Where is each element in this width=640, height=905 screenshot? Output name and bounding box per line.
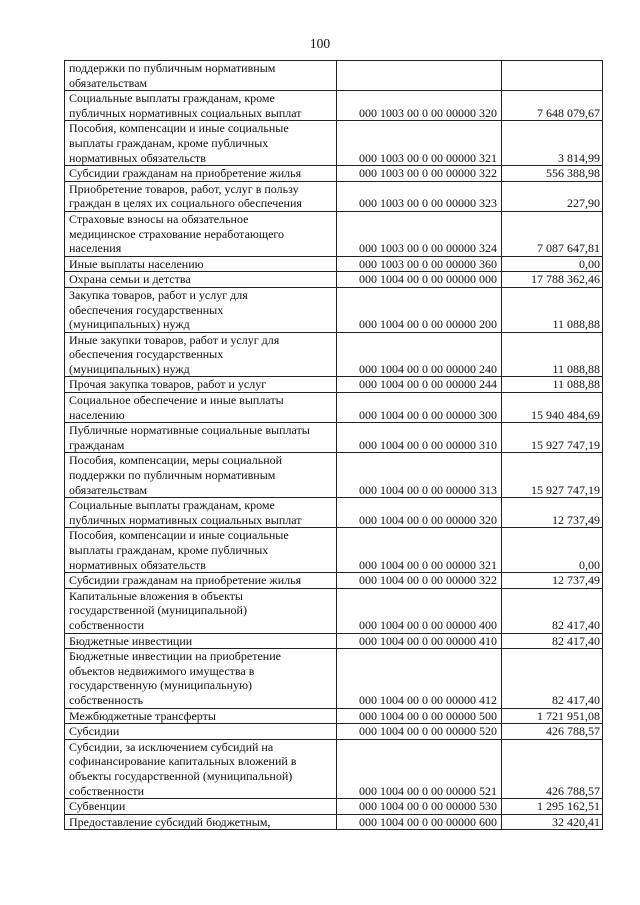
row-name-cell: Бюджетные инвестиции на приобретение объектов недвижимого имущества в государственную (муниципальную) собственность xyxy=(65,649,337,708)
row-code-cell: 000 1003 00 0 00 00000 323 xyxy=(337,181,502,211)
row-amount-cell: 426 788,57 xyxy=(502,739,603,798)
row-amount-cell: 227,90 xyxy=(502,181,603,211)
row-name-cell: Иные выплаты населению xyxy=(65,256,337,272)
row-amount-cell: 12 737,49 xyxy=(502,573,603,589)
row-code-cell: 000 1004 00 0 00 00000 244 xyxy=(337,377,502,393)
row-name-cell: Субсидии, за исключением субсидий на софинансирование капитальных вложений в объекты государственной (муниципальной) собственности xyxy=(65,739,337,798)
row-name-cell: Охрана семьи и детства xyxy=(65,272,337,288)
row-code-cell: 000 1003 00 0 00 00000 322 xyxy=(337,166,502,182)
row-amount-cell: 15 927 747,19 xyxy=(502,453,603,498)
row-amount-cell: 11 088,88 xyxy=(502,287,603,332)
row-name-cell: Иные закупки товаров, работ и услуг для обеспечения государственных (муниципальных) нужд xyxy=(65,332,337,377)
row-name-cell: Предоставление субсидий бюджетным, xyxy=(65,814,337,830)
row-code-cell: 000 1004 00 0 00 00000 400 xyxy=(337,588,502,633)
table-row xyxy=(65,393,603,423)
table-row xyxy=(65,708,603,724)
row-amount-cell: 15 940 484,69 xyxy=(502,393,603,423)
row-code-cell: 000 1004 00 0 00 00000 410 xyxy=(337,633,502,649)
row-code-cell: 000 1004 00 0 00 00000 521 xyxy=(337,739,502,798)
row-code-cell: 000 1004 00 0 00 00000 600 xyxy=(337,814,502,830)
row-code-cell: 000 1004 00 0 00 00000 310 xyxy=(337,423,502,453)
budget-table-body xyxy=(65,61,603,830)
row-amount-cell: 1 295 162,51 xyxy=(502,799,603,815)
row-code-cell: 000 1004 00 0 00 00000 320 xyxy=(337,498,502,528)
row-amount-cell: 0,00 xyxy=(502,256,603,272)
row-name-cell: Социальные выплаты гражданам, кроме публичных нормативных социальных выплат xyxy=(65,498,337,528)
row-name-cell: Прочая закупка товаров, работ и услуг xyxy=(65,377,337,393)
row-name-cell: Страховые взносы на обязательное медицинское страхование неработающего населения xyxy=(65,211,337,256)
row-code-cell: 000 1003 00 0 00 00000 320 xyxy=(337,91,502,121)
row-name-cell: Межбюджетные трансферты xyxy=(65,708,337,724)
table-row xyxy=(65,498,603,528)
row-amount-cell: 3 814,99 xyxy=(502,121,603,166)
table-row xyxy=(65,423,603,453)
row-code-cell: 000 1004 00 0 00 00000 500 xyxy=(337,708,502,724)
table-row xyxy=(65,814,603,830)
table-row xyxy=(65,799,603,815)
row-code-cell: 000 1004 00 0 00 00000 322 xyxy=(337,573,502,589)
row-name-cell: Субсидии гражданам на приобретение жилья xyxy=(65,166,337,182)
row-amount-cell: 426 788,57 xyxy=(502,724,603,740)
row-code-cell xyxy=(337,61,502,91)
row-amount-cell: 32 420,41 xyxy=(502,814,603,830)
row-amount-cell xyxy=(502,61,603,91)
table-row xyxy=(65,272,603,288)
budget-table xyxy=(64,60,603,830)
table-row xyxy=(65,61,603,91)
row-amount-cell: 556 388,98 xyxy=(502,166,603,182)
table-row xyxy=(65,181,603,211)
row-amount-cell: 82 417,40 xyxy=(502,649,603,708)
row-name-cell: Приобретение товаров, работ, услуг в пользу граждан в целях их социального обеспечения xyxy=(65,181,337,211)
row-code-cell: 000 1004 00 0 00 00000 240 xyxy=(337,332,502,377)
row-code-cell: 000 1003 00 0 00 00000 321 xyxy=(337,121,502,166)
row-amount-cell: 12 737,49 xyxy=(502,498,603,528)
row-name-cell: Субвенции xyxy=(65,799,337,815)
row-amount-cell: 15 927 747,19 xyxy=(502,423,603,453)
row-amount-cell: 7 648 079,67 xyxy=(502,91,603,121)
row-code-cell: 000 1004 00 0 00 00000 412 xyxy=(337,649,502,708)
table-row xyxy=(65,633,603,649)
row-code-cell: 000 1004 00 0 00 00000 300 xyxy=(337,393,502,423)
row-amount-cell: 17 788 362,46 xyxy=(502,272,603,288)
row-amount-cell: 7 087 647,81 xyxy=(502,211,603,256)
table-row xyxy=(65,528,603,573)
table-row xyxy=(65,121,603,166)
table-row xyxy=(65,256,603,272)
table-row xyxy=(65,649,603,708)
table-row xyxy=(65,211,603,256)
table-row xyxy=(65,588,603,633)
table-row xyxy=(65,739,603,798)
row-amount-cell: 82 417,40 xyxy=(502,588,603,633)
row-code-cell: 000 1003 00 0 00 00000 324 xyxy=(337,211,502,256)
row-name-cell: Публичные нормативные социальные выплаты гражданам xyxy=(65,423,337,453)
table-row xyxy=(65,377,603,393)
row-name-cell: Пособия, компенсации, меры социальной поддержки по публичным нормативным обязательствам xyxy=(65,453,337,498)
row-code-cell: 000 1004 00 0 00 00000 000 xyxy=(337,272,502,288)
table-row xyxy=(65,332,603,377)
row-name-cell: Социальные выплаты гражданам, кроме публичных нормативных социальных выплат xyxy=(65,91,337,121)
table-row xyxy=(65,573,603,589)
table-row xyxy=(65,166,603,182)
row-amount-cell: 1 721 951,08 xyxy=(502,708,603,724)
row-code-cell: 000 1004 00 0 00 00000 313 xyxy=(337,453,502,498)
table-row xyxy=(65,453,603,498)
row-amount-cell: 11 088,88 xyxy=(502,377,603,393)
row-amount-cell: 11 088,88 xyxy=(502,332,603,377)
row-name-cell: Субсидии xyxy=(65,724,337,740)
page-number: 100 xyxy=(309,36,331,51)
row-amount-cell: 82 417,40 xyxy=(502,633,603,649)
table-row xyxy=(65,287,603,332)
row-code-cell: 000 1003 00 0 00 00000 360 xyxy=(337,256,502,272)
row-name-cell: Закупка товаров, работ и услуг для обеспечения государственных (муниципальных) нужд xyxy=(65,287,337,332)
table-row xyxy=(65,91,603,121)
row-code-cell: 000 1004 00 0 00 00000 520 xyxy=(337,724,502,740)
row-name-cell: Пособия, компенсации и иные социальные выплаты гражданам, кроме публичных нормативных обязательств xyxy=(65,528,337,573)
row-code-cell: 000 1004 00 0 00 00000 200 xyxy=(337,287,502,332)
row-code-cell: 000 1004 00 0 00 00000 321 xyxy=(337,528,502,573)
row-amount-cell: 0,00 xyxy=(502,528,603,573)
row-name-cell: Бюджетные инвестиции xyxy=(65,633,337,649)
row-code-cell: 000 1004 00 0 00 00000 530 xyxy=(337,799,502,815)
row-name-cell: Социальное обеспечение и иные выплаты населению xyxy=(65,393,337,423)
row-name-cell: Субсидии гражданам на приобретение жилья xyxy=(65,573,337,589)
row-name-cell: Капитальные вложения в объекты государственной (муниципальной) собственности xyxy=(65,588,337,633)
row-name-cell: поддержки по публичным нормативным обязательствам xyxy=(65,61,337,91)
table-row xyxy=(65,724,603,740)
row-name-cell: Пособия, компенсации и иные социальные выплаты гражданам, кроме публичных нормативных обязательств xyxy=(65,121,337,166)
